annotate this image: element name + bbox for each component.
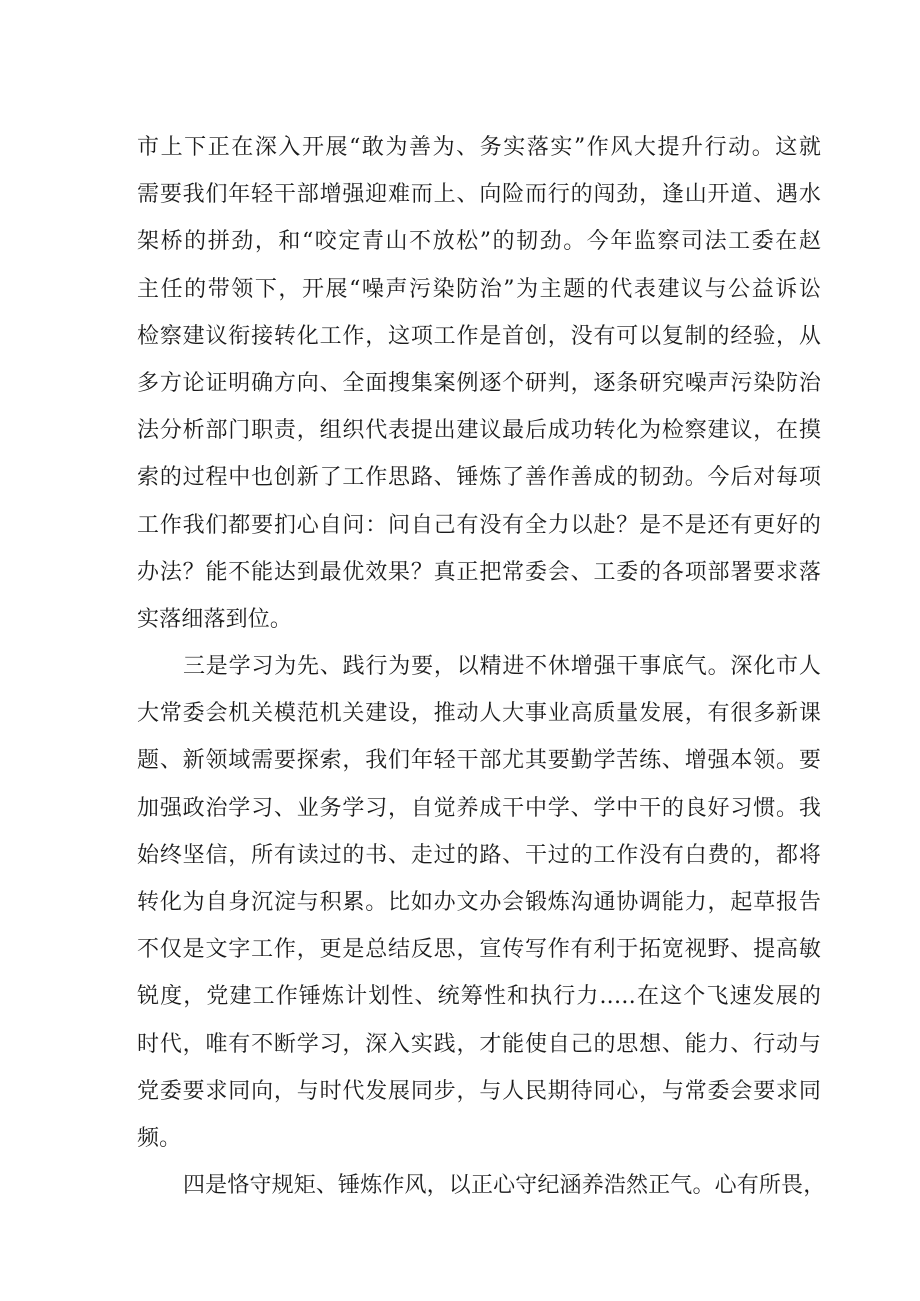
text-line: 市上下正在深入开展“敢为善为、务实落实”作风大提升行动。这就 — [137, 135, 821, 160]
text-line: 始终坚信，所有读过的书、走过的路、干过的工作没有白费的，都将 — [137, 842, 821, 868]
text-line: 三是学习为先、践行为要，以精进不休增强干事底气。深化市人 — [183, 654, 821, 680]
text-line: 频。 — [137, 1125, 182, 1151]
text-line: 党委要求同向，与时代发展同步，与人民期待同心，与常委会要求同 — [137, 1078, 821, 1104]
text-line: 题、新领域需要探索，我们年轻干部尤其要勤学苦练、增强本领。要 — [137, 748, 821, 774]
text-line: 索的过程中也创新了工作思路、锤炼了善作善成的韧劲。今后对每项 — [137, 465, 821, 491]
paragraph-2 — [137, 643, 821, 1162]
text-line: 时代，唯有不断学习，深入实践，才能使自己的思想、能力、行动与 — [137, 1031, 821, 1057]
text-line: 多方论证明确方向、全面搜集案例逐个研判，逐条研究噪声污染防治 — [137, 370, 821, 396]
text-line: 锐度，党建工作锤炼计划性、统筹性和执行力..…在这个飞速发展的 — [137, 984, 821, 1010]
text-line: 检察建议衔接转化工作，这项工作是首创，没有可以复制的经验，从 — [137, 323, 821, 349]
text-line: 工作我们都要扪心自问：问自己有没有全力以赴？是不是还有更好的 — [137, 512, 821, 538]
text-line: 需要我们年轻干部增强迎难而上、向险而行的闯劲，逢山开道、遇水 — [137, 182, 821, 208]
text-line: 架桥的拼劲，和“咬定青山不放松”的韧劲。今年监察司法工委在赵 — [137, 229, 821, 255]
paragraph-3 — [137, 1162, 826, 1209]
text-line: 大常委会机关模范机关建设，推动人大事业高质量发展，有很多新课 — [137, 701, 821, 727]
document-body — [137, 124, 826, 1209]
text-line: 四是恪守规矩、锤炼作风，以正心守纪涵养浩然正气。心有所畏， — [183, 1173, 826, 1199]
text-line: 实落细落到位。 — [137, 606, 293, 632]
text-line: 转化为自身沉淀与积累。比如办文办会锻炼沟通协调能力，起草报告 — [137, 890, 821, 915]
text-line: 法分析部门职责，组织代表提出建议最后成功转化为检察建议，在摸 — [137, 418, 821, 444]
text-line: 主任的带领下，开展“噪声污染防治”为主题的代表建议与公益诉讼 — [137, 276, 821, 302]
text-line: 加强政治学习、业务学习，自觉养成干中学、学中干的良好习惯。我 — [137, 795, 821, 821]
text-line: 不仅是文字工作，更是总结反思，宣传写作有利于拓宽视野、提高敏 — [137, 937, 821, 963]
paragraph-1 — [137, 124, 821, 643]
text-line: 办法？能不能达到最优效果？真正把常委会、工委的各项部署要求落 — [137, 559, 821, 585]
